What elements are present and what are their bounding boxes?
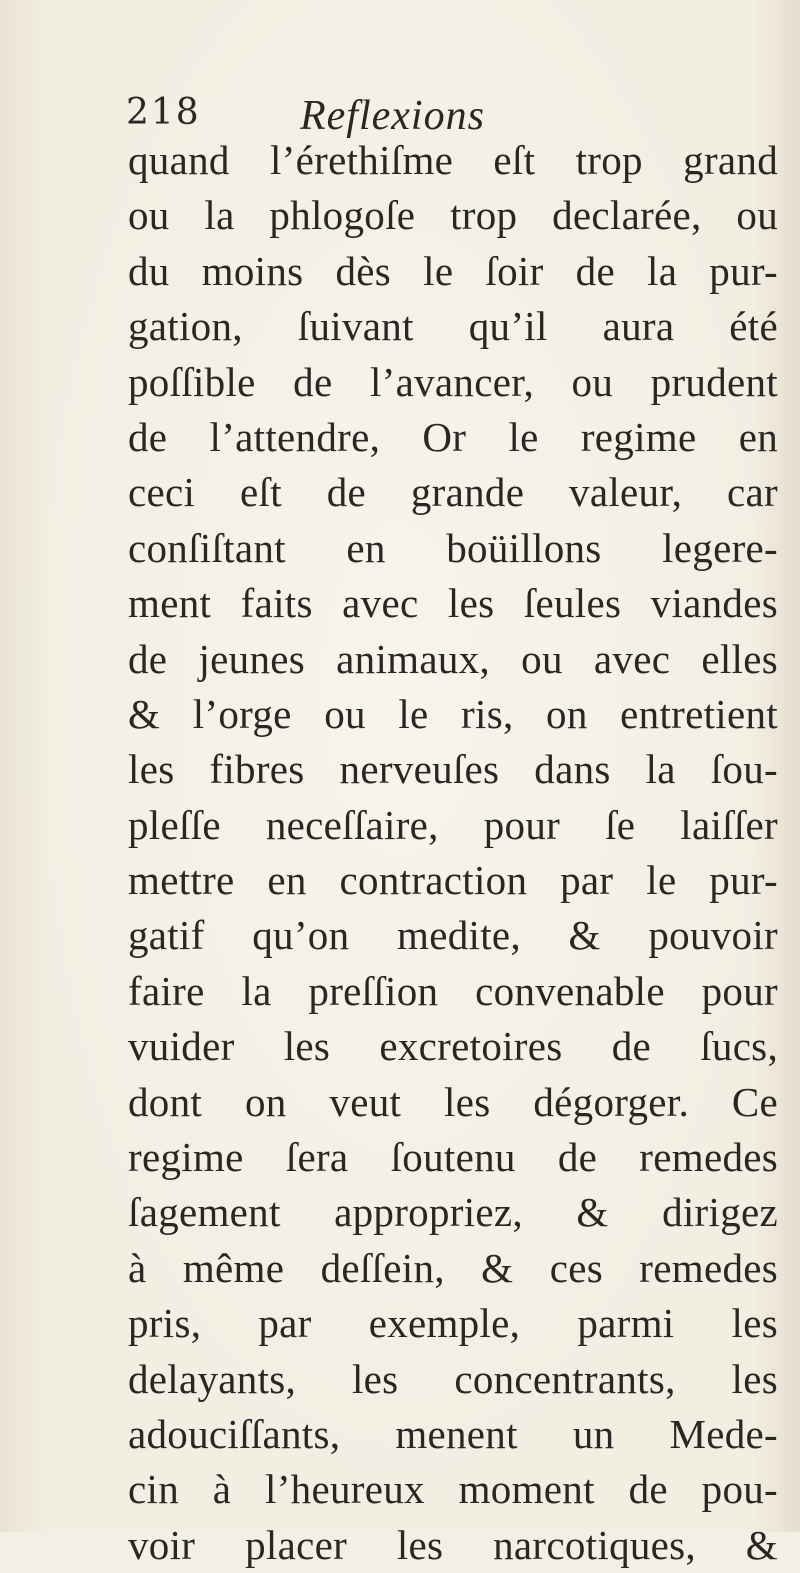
text-line: de jeunes animaux, ou avec elles (128, 635, 778, 682)
text-line: faire la preſſion convenable pour (128, 967, 778, 1014)
text-line: gation, ſuivant qu’il aura été (128, 303, 778, 350)
text-line: pleſſe neceſſaire, pour ſe laiſſer (128, 801, 778, 848)
text-line: adouciſſants, menent un Mede- (128, 1410, 778, 1457)
page-number: 218 (126, 92, 201, 133)
text-line: quand l’érethiſme eſt trop grand (128, 137, 778, 183)
text-line: ſagement appropriez, & dirigez (128, 1189, 778, 1236)
text-line: conſiſtant en boüillons legere- (128, 524, 778, 571)
text-line: ceci eſt de grande valeur, car (128, 469, 778, 516)
running-head: Reflexions (300, 93, 485, 139)
text-line: de l’attendre, Or le regime en (128, 413, 778, 460)
text-line: poſſible de l’avancer, ou prudent (128, 358, 778, 405)
text-line: pris, par exemple, parmi les (128, 1300, 778, 1347)
text-line: à même deſſein, & ces remedes (128, 1244, 778, 1291)
text-line: ou la phlogoſe trop declarée, ou (128, 192, 778, 239)
text-line: dont on veut les dégorger. Ce (128, 1078, 778, 1125)
text-line: ment faits avec les ſeules viandes (128, 580, 778, 627)
text-line: cin à l’heureux moment de pou- (128, 1466, 778, 1513)
text-line: les fibres nerveuſes dans la ſou- (128, 746, 778, 793)
body-text (128, 133, 778, 1573)
text-line: & l’orge ou le ris, on entretient (128, 690, 778, 737)
text-line: delayants, les concentrants, les (128, 1355, 778, 1402)
text-line: du moins dès le ſoir de la pur- (128, 247, 778, 294)
text-line: vuider les excretoires de ſucs, (128, 1023, 778, 1070)
text-line: mettre en contraction par le pur- (128, 857, 778, 904)
text-line: voir placer les narcotiques, & (128, 1521, 778, 1568)
text-line: regime ſera ſoutenu de remedes (128, 1134, 778, 1181)
text-line: gatif qu’on medite, & pouvoir (128, 912, 778, 959)
